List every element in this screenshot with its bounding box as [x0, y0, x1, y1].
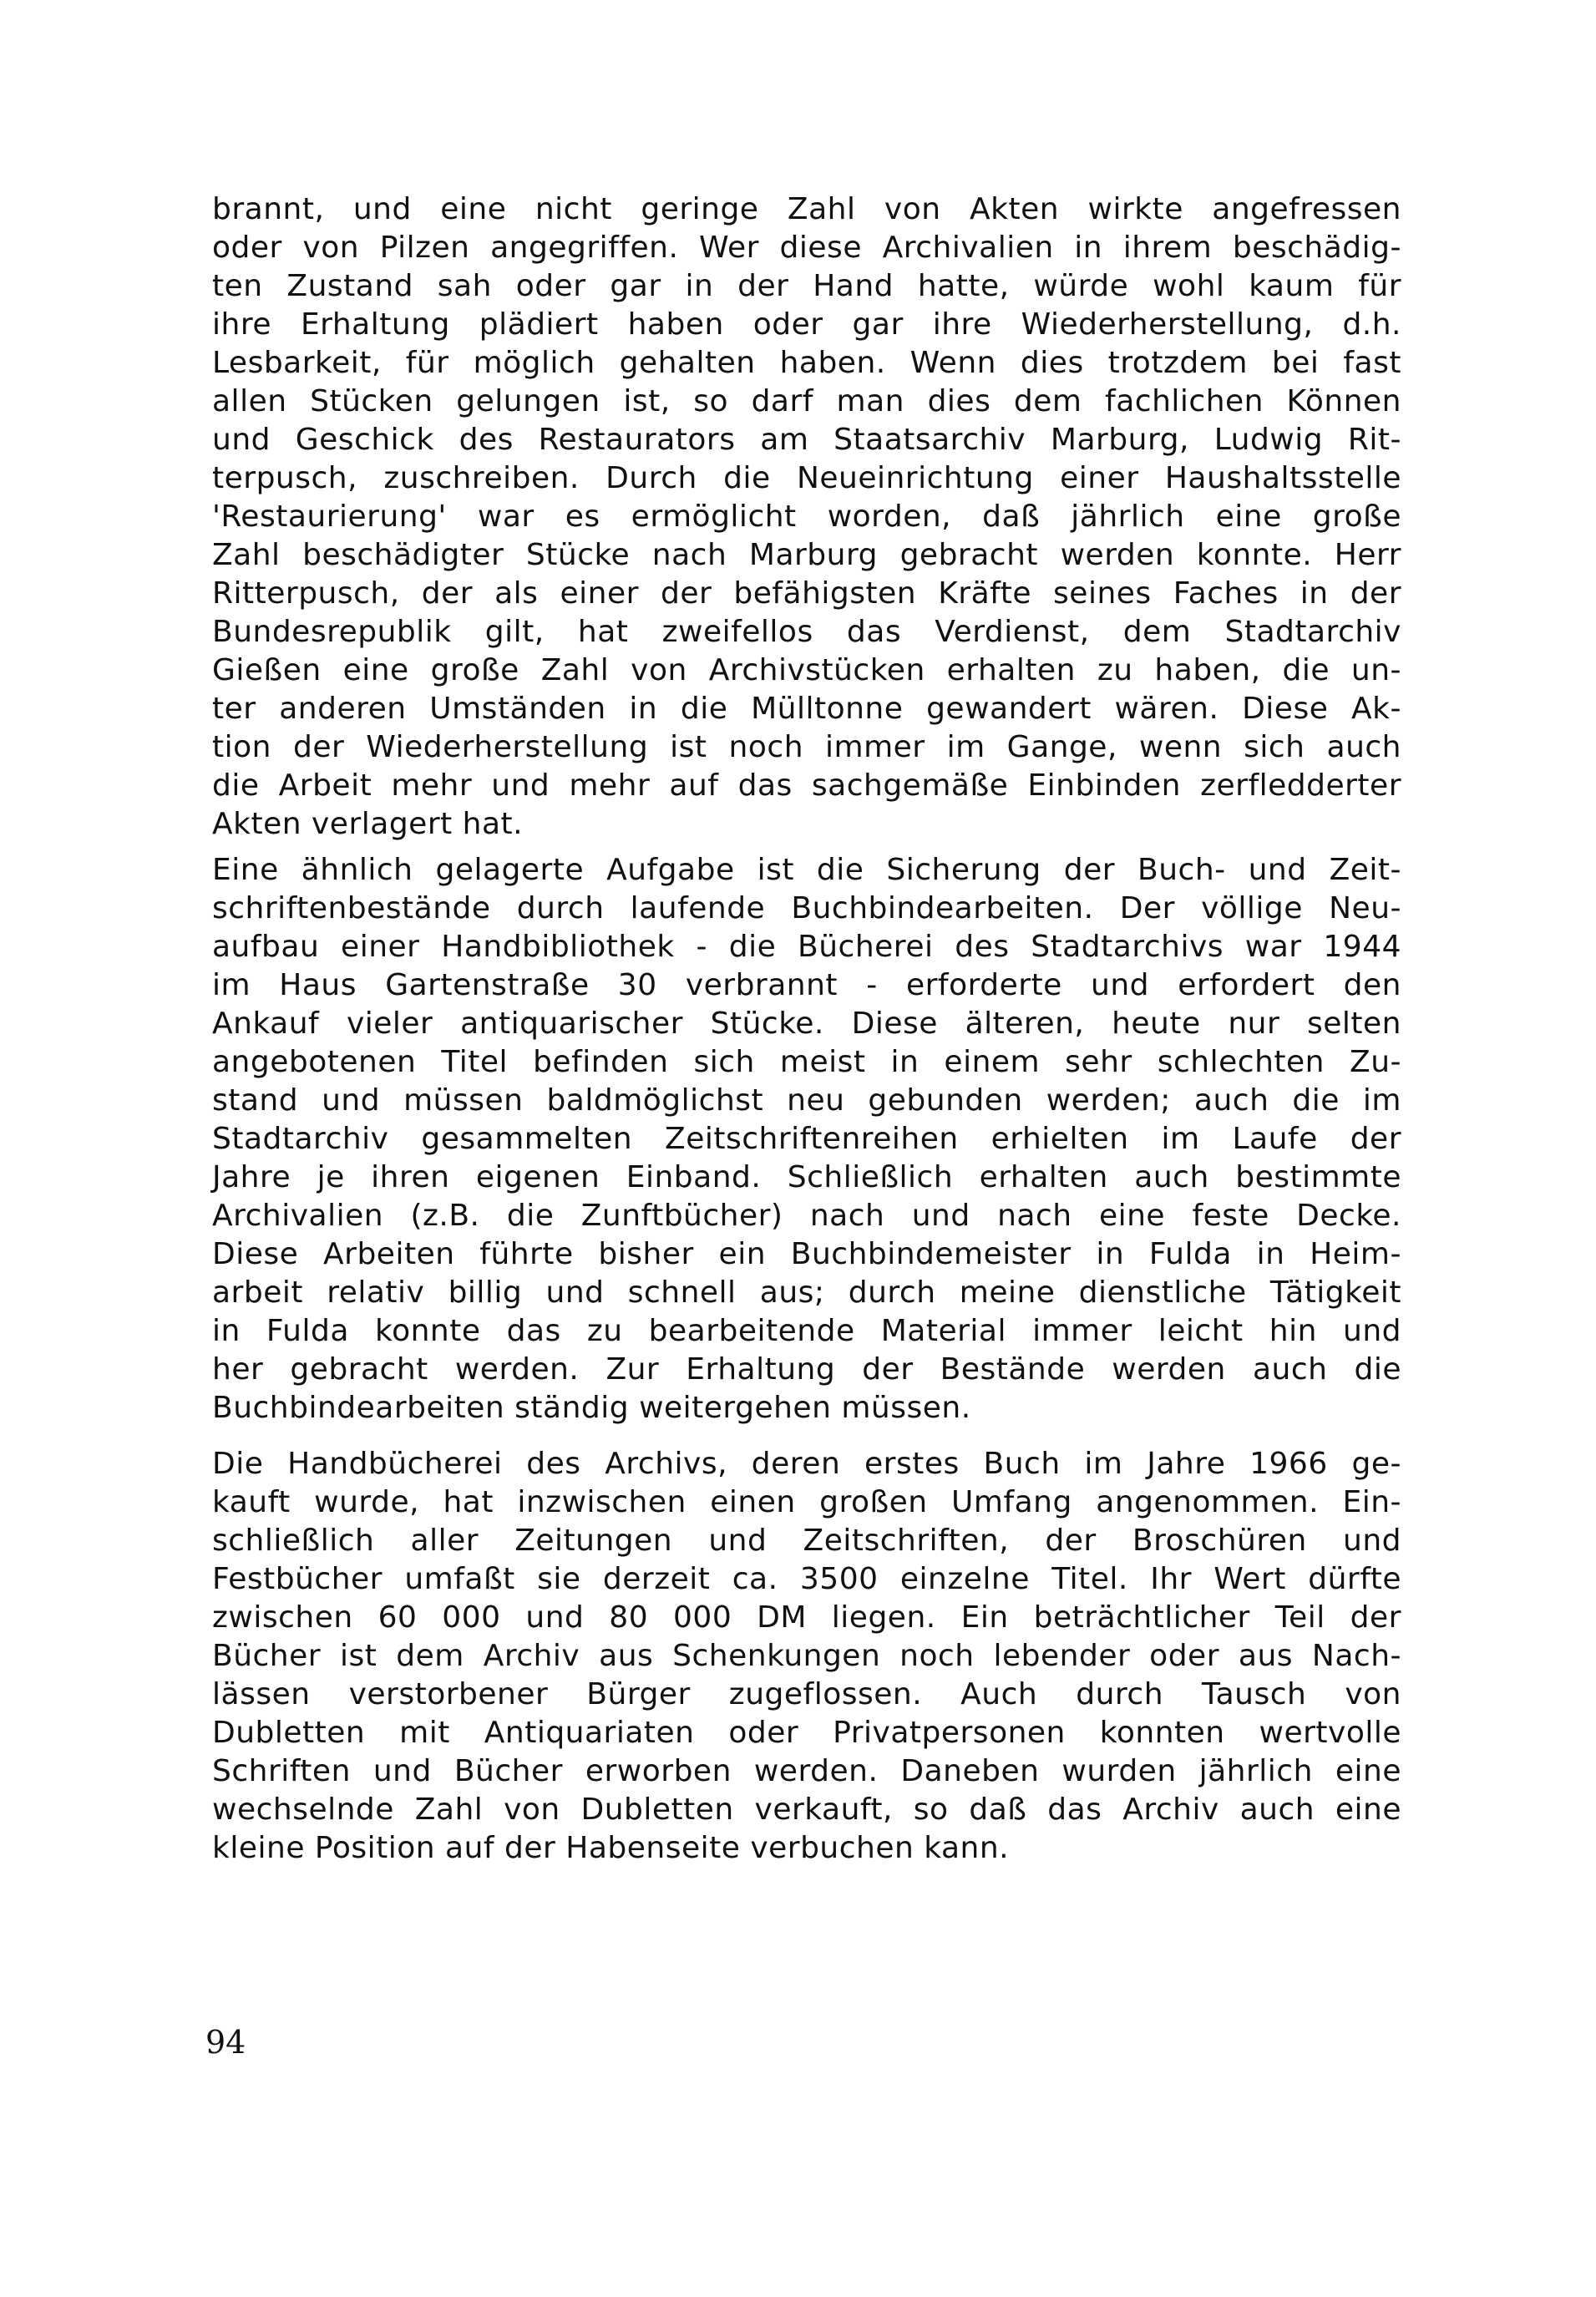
text-line: Schriften und Bücher erworben werden. Daneben wurden jährlich eine: [212, 1754, 1401, 1788]
text-line: zwischen 60 000 und 80 000 DM liegen. Ein beträchtlicher Teil der: [212, 1600, 1401, 1635]
text-line: und Geschick des Restaurators am Staatsarchiv Marburg, Ludwig Rit-: [212, 423, 1401, 457]
text-line: Lesbarkeit, für möglich gehalten haben. Wenn dies trotzdem bei fast: [212, 346, 1401, 380]
text-line: die Arbeit mehr und mehr auf das sachgemäße Einbinden zerfledderter: [212, 768, 1401, 803]
text-line: in Fulda konnte das zu bearbeitende Material immer leicht hin und: [212, 1314, 1401, 1348]
page-number: 94: [205, 2024, 246, 2061]
text-line: allen Stücken gelungen ist, so darf man dies dem fachlichen Können: [212, 384, 1401, 418]
text-line: oder von Pilzen angegriffen. Wer diese Archivalien in ihrem beschädig-: [212, 231, 1401, 265]
text-line: schriftenbestände durch laufende Buchbindearbeiten. Der völlige Neu-: [212, 891, 1401, 925]
text-line: lässen verstorbener Bürger zugeflossen. Auch durch Tausch von: [212, 1677, 1401, 1711]
text-line: terpusch, zuschreiben. Durch die Neueinrichtung einer Haushaltsstelle: [212, 461, 1401, 495]
text-line: Gießen eine große Zahl von Archivstücken erhalten zu haben, die un-: [212, 653, 1401, 687]
text-line: Dubletten mit Antiquariaten oder Privatpersonen konnten wertvolle: [212, 1716, 1401, 1750]
text-line: Akten verlagert hat.: [212, 807, 524, 841]
text-line: Buchbindearbeiten ständig weitergehen müssen.: [212, 1391, 971, 1425]
text-line: Bücher ist dem Archiv aus Schenkungen noch lebender oder aus Nach-: [212, 1639, 1401, 1673]
text-line: angebotenen Titel befinden sich meist in einem sehr schlechten Zu-: [212, 1045, 1401, 1079]
text-line: her gebracht werden. Zur Erhaltung der Bestände werden auch die: [212, 1352, 1401, 1387]
text-line: Eine ähnlich gelagerte Aufgabe ist die Sicherung der Buch- und Zeit-: [212, 853, 1401, 887]
text-line: aufbau einer Handbibliothek - die Bücherei des Stadtarchivs war 1944: [212, 930, 1401, 964]
paragraph-3: [212, 1445, 1401, 1868]
text-line: ter anderen Umständen in die Mülltonne gewandert wären. Diese Ak-: [212, 692, 1401, 726]
paragraph-1: [212, 190, 1401, 844]
text-line: Festbücher umfaßt sie derzeit ca. 3500 einzelne Titel. Ihr Wert dürfte: [212, 1562, 1401, 1596]
text-line: Stadtarchiv gesammelten Zeitschriftenreihen erhielten im Laufe der: [212, 1122, 1401, 1156]
text-line: schließlich aller Zeitungen und Zeitschriften, der Broschüren und: [212, 1524, 1401, 1558]
text-line: Jahre je ihren eigenen Einband. Schließlich erhalten auch bestimmte: [212, 1160, 1401, 1194]
text-line: Archivalien (z.B. die Zunftbücher) nach und nach eine feste Decke.: [212, 1199, 1401, 1233]
text-line: arbeit relativ billig und schnell aus; durch meine dienstliche Tätigkeit: [212, 1275, 1401, 1310]
text-line: brannt, und eine nicht geringe Zahl von Akten wirkte angefressen: [212, 192, 1401, 226]
text-line: im Haus Gartenstraße 30 verbrannt - erforderte und erfordert den: [212, 968, 1401, 1002]
text-line: ten Zustand sah oder gar in der Hand hatte, würde wohl kaum für: [212, 269, 1401, 303]
text-line: Die Handbücherei des Archivs, deren erstes Buch im Jahre 1966 ge-: [212, 1447, 1401, 1481]
text-line: stand und müssen baldmöglichst neu gebunden werden; auch die im: [212, 1083, 1401, 1118]
text-line: kleine Position auf der Habenseite verbuchen kann.: [212, 1831, 1010, 1865]
paragraph-2: [212, 851, 1401, 1427]
text-line: tion der Wiederherstellung ist noch immer im Gange, wenn sich auch: [212, 730, 1401, 764]
text-line: kauft wurde, hat inzwischen einen großen Umfang angenommen. Ein-: [212, 1485, 1401, 1519]
text-line: Bundesrepublik gilt, hat zweifellos das Verdienst, dem Stadtarchiv: [212, 615, 1401, 649]
text-line: Diese Arbeiten führte bisher ein Buchbindemeister in Fulda in Heim-: [212, 1237, 1401, 1271]
text-line: wechselnde Zahl von Dubletten verkauft, so daß das Archiv auch eine: [212, 1792, 1401, 1827]
text-line: Zahl beschädigter Stücke nach Marburg gebracht werden konnte. Herr: [212, 538, 1401, 572]
text-line: Ankauf vieler antiquarischer Stücke. Diese älteren, heute nur selten: [212, 1007, 1401, 1041]
text-line: ihre Erhaltung plädiert haben oder gar ihre Wiederherstellung, d.h.: [212, 307, 1401, 342]
text-line: 'Restaurierung' war es ermöglicht worden, daß jährlich eine große: [212, 499, 1401, 534]
text-line: Ritterpusch, der als einer der befähigsten Kräfte seines Faches in der: [212, 576, 1401, 611]
